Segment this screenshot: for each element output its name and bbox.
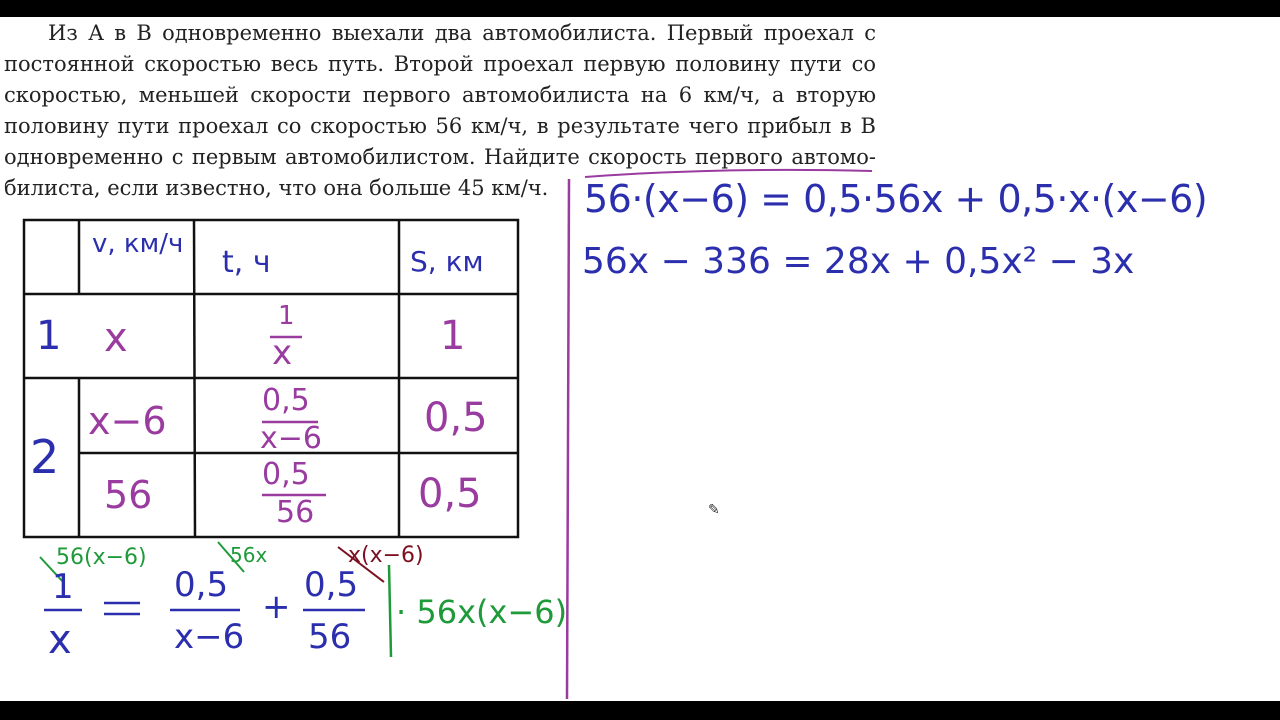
underline-mark	[585, 170, 872, 177]
cell-s-1: 1	[440, 313, 466, 359]
cell-t-3-den: 56	[276, 495, 315, 530]
eq-t2-num: 0,5	[304, 565, 359, 605]
eq-plus: +	[262, 587, 291, 627]
header-time: t, ч	[222, 245, 271, 280]
whiteboard[interactable]	[0, 17, 1280, 701]
problem-line-4: половину пути проехал со скоростью 56 км/ч, в результате чего прибыл в В	[4, 114, 876, 138]
eq-t1-den: x−6	[174, 617, 245, 657]
eq-lhs-num: 1	[52, 567, 74, 607]
eq-multiplier: · 56x(x−6)	[396, 593, 568, 631]
cell-v-1: x	[104, 315, 128, 361]
header-velocity: v, км/ч	[92, 229, 184, 259]
factor-t2: x(x−6)	[348, 543, 424, 568]
factor-lhs: 56(x−6)	[56, 545, 147, 570]
cell-t-3-num: 0,5	[262, 457, 310, 492]
cell-t-1-num: 1	[278, 301, 295, 331]
vertical-divider	[567, 179, 569, 699]
problem-line-2: постоянной скоростью весь путь. Второй проехал первую половину пути со	[4, 52, 876, 76]
cell-s-3: 0,5	[418, 471, 482, 517]
cell-t-1-den: x	[272, 333, 293, 373]
problem-line-5: одновременно с первым автомобилистом. Найдите скорость первого автомо-	[4, 145, 876, 169]
eq-t1-num: 0,5	[174, 565, 229, 605]
row-number-1: 1	[36, 313, 62, 359]
row-number-2: 2	[30, 430, 60, 484]
equation-right-1: 56·(x−6) = 0,5·56x + 0,5·x·(x−6)	[584, 177, 1208, 221]
problem-line-1: Из А в В одновременно выехали два автомобилиста. Первый проехал с	[48, 21, 876, 45]
cell-t-2-den: x−6	[260, 421, 322, 456]
eq-t2-den: 56	[308, 617, 352, 657]
problem-line-3: скоростью, меньшей скорости первого автомобилиста на 6 км/ч, а вторую	[4, 83, 876, 107]
multiplier-bar	[389, 565, 391, 657]
eq-lhs-den: x	[48, 617, 72, 663]
cell-v-2: x−6	[88, 399, 167, 443]
pencil-cursor-icon: ✎	[708, 502, 720, 518]
factor-t1: 56x	[230, 543, 268, 567]
cell-t-2-num: 0,5	[262, 383, 310, 418]
problem-line-6: билиста, если известно, что она больше 45 км/ч.	[4, 176, 549, 200]
cell-s-2: 0,5	[424, 395, 488, 441]
header-distance: S, км	[410, 245, 484, 278]
equation-right-2: 56x − 336 = 28x + 0,5x² − 3x	[582, 241, 1135, 282]
cell-v-3: 56	[104, 473, 153, 517]
